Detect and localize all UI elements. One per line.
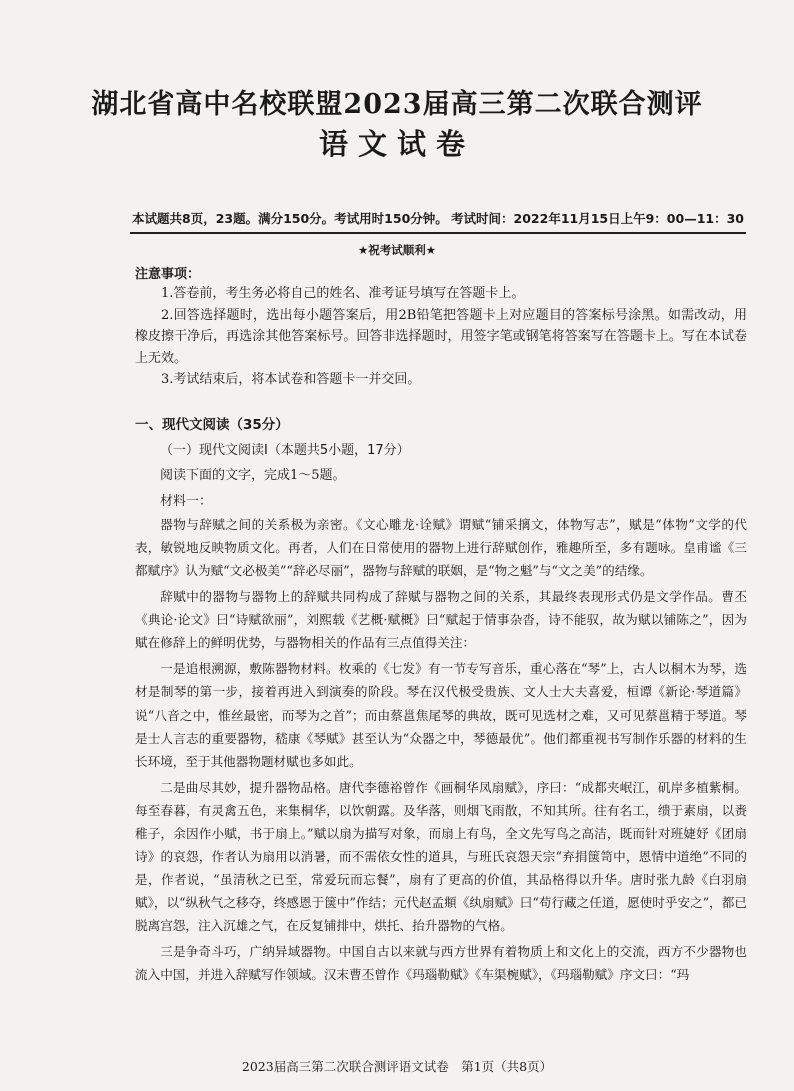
notice-heading: 注意事项： <box>135 267 201 282</box>
exam-info-left: 本试题共8页，23题。满分150分。考试用时150分钟。 <box>132 211 448 226</box>
material-label: 材料一： <box>160 494 213 509</box>
body-paragraph: 辞赋中的器物与器物上的辞赋共同构成了辞赋与器物之间的关系，其最终表现形式仍是文学作品。曹丕《典论·论文》曰“诗赋欲丽”，刘熙载《艺概·赋概》曰“赋起于情事杂沓，诗不能驭，故为赋以铺陈之”，因为赋在修辞上的鲜明优势，与器物相关的作品有三点值得关注： <box>135 589 747 651</box>
page-footer: 2023届高三第二次联合测评语文试卷 第1页（共8页） <box>241 1059 553 1074</box>
material-body <box>135 513 747 989</box>
body-paragraph: 三是争奇斗巧，广纳异域器物。中国自古以来就与西方世界有着物质上和文化上的交流，西方不少器物也流入中国，并进入辞赋写作领域。汉末曹丕曾作《玛瑙勒赋》《车渠椀赋》，《玛瑙勒赋》序文曰：“玛 <box>135 944 747 983</box>
notice-item: 3.考试结束后，将本试卷和答题卡一并交回。 <box>161 372 421 387</box>
subsection-heading: （一）现代文阅读Ⅰ（本题共5小题，17分） <box>160 443 410 458</box>
notice-item: 2.回答选择题时，选出每小题答案后，用2B铅笔把答题卡上对应题目的答案标号涂黑。如需改动，用橡皮擦干净后，再选涂其他答案标号。回答非选择题时，用签字笔或钢笔将答案写在答题卡上。写在本试卷上无效。 <box>135 307 747 366</box>
header-divider <box>130 232 746 234</box>
body-paragraph: 二是曲尽其妙，提升器物品格。唐代李德裕曾作《画桐华凤扇赋》，序曰：“成都夹岷江，矶岸多植紫桐。每至春暮，有灵禽五色，来集桐华，以饮朝露。及华落，则烟飞雨散，不知其所。往有名工，缋于素扇，以赉稚子，余因作小赋，书于扇上。”赋以扇为描写对象，而扇上有鸟，全文先写鸟之高洁，既而针对班婕妤《团扇诗》的哀怨，作者认为扇用以消暑，而不需依女性的道具，与班氏哀怨天宗“弃捐箧笥中，恩情中道绝”不同的是，作者说，“虽清秋之已至，常爱玩而忘餐”，扇有了更高的价值，其品格得以升华。唐时张九龄《白羽扇赋》，以“纵秋气之移夺，终感恩于箧中”作结；元代赵孟頫《纨扇赋》曰“苟行藏之任道，愿使时乎安之”，都已脱离宫怨，注入沉雄之气，在反复铺排中，烘托、抬升器物的气格。 <box>135 779 747 934</box>
reading-instruction: 阅读下面的文字，完成1～5题。 <box>160 468 346 483</box>
exam-title: 湖北省高中名校联盟2023届高三第二次联合测评 <box>91 89 703 120</box>
exam-info-right: 考试时间：2022年11月15日上午9：00—11：30 <box>451 211 744 226</box>
section-heading: 一、现代文阅读（35分） <box>135 417 289 433</box>
notice-item: 1.答卷前，考生务必将自己的姓名、准考证号填写在答题卡上。 <box>161 286 525 301</box>
exam-info-row <box>132 209 744 227</box>
subject-title: 语文试卷 <box>318 127 475 161</box>
body-paragraph: 一是追根溯源，敷陈器物材料。枚乘的《七发》有一节专写音乐，重心落在“琴”上，古人以桐木为琴，选材是制琴的第一步，接着再进入到演奏的阶段。琴在汉代极受贵族、文人士大夫喜爱，桓谭《新论·琴道篇》说“八音之中，惟丝最密，而琴为之首”；而由蔡邕焦尾琴的典故，既可见选材之难，又可见蔡邕精于琴道。琴是士人言志的重要器物，嵇康《琴赋》甚至认为“众器之中，琴德最优”。他们都重视书写制作乐器的材料的生长环境，至于其他器物题材赋也多如此。 <box>135 661 747 769</box>
notice-list <box>135 283 747 391</box>
body-paragraph: 器物与辞赋之间的关系极为亲密。《文心雕龙·诠赋》谓赋“铺采摛文，体物写志”，赋是“体物”文学的代表，敏锐地反映物质文化。再者，人们在日常使用的器物上进行辞赋创作，雅趣所至，多有题咏。皇甫谧《三都赋序》认为赋“文必极美”“辞必尽丽”，器物与辞赋的联姻，是“物之魁”与“文之美”的结缘。 <box>135 517 747 579</box>
good-luck-line: ★祝考试顺利★ <box>357 243 437 257</box>
